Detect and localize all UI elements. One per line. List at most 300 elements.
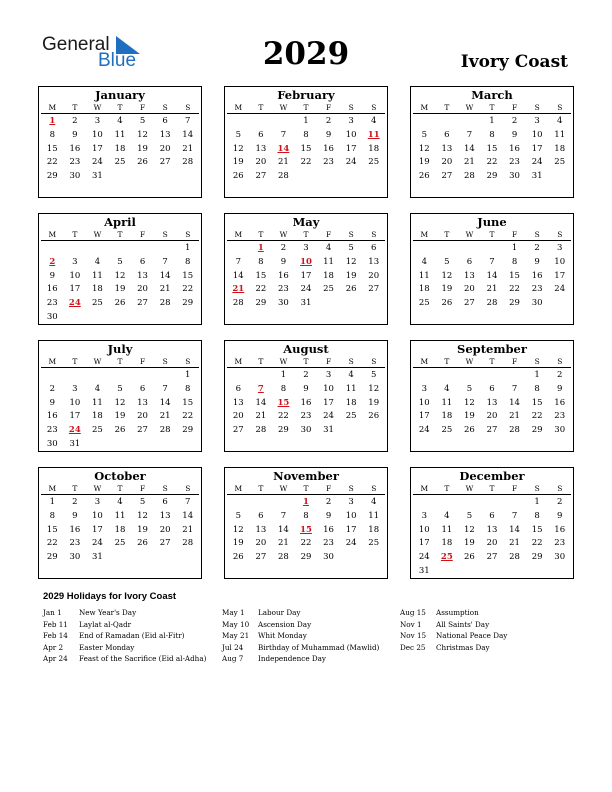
- day-cell: 14: [255, 397, 267, 408]
- day-cell: 10: [554, 256, 566, 267]
- day-cell: 23: [323, 538, 334, 549]
- day-cell: 22: [278, 411, 289, 422]
- holiday-day-cell: 15: [277, 397, 290, 408]
- day-cell: 30: [300, 425, 312, 436]
- holiday-name: Feast of the Sacrifice (Eid al-Adha): [79, 654, 207, 663]
- day-cell: 9: [511, 129, 518, 140]
- day-cell: 8: [489, 129, 495, 140]
- weekday-label: S: [534, 103, 540, 112]
- weekday-label: S: [371, 357, 377, 366]
- empty-cell: [458, 496, 481, 510]
- weekday-label: F: [139, 484, 146, 493]
- day-cell: 27: [159, 538, 171, 549]
- holiday-date: Nov 15: [400, 631, 427, 640]
- weekday-label: T: [117, 103, 123, 112]
- day-cell: 19: [441, 284, 453, 295]
- weekday-header: [413, 483, 571, 495]
- day-cell: 3: [421, 383, 427, 394]
- weekday-label: S: [162, 230, 168, 239]
- day-cell: 23: [554, 411, 566, 422]
- weekday-label: T: [258, 230, 264, 239]
- weekday-label: S: [348, 484, 354, 493]
- holiday-name: Ascension Day: [258, 619, 312, 629]
- weekday-label: T: [444, 230, 450, 239]
- day-cell: 18: [368, 524, 380, 535]
- day-grid: [227, 242, 385, 311]
- day-cell: 10: [418, 397, 430, 408]
- day-cell: 23: [531, 284, 543, 295]
- empty-cell: [109, 242, 132, 256]
- weekday-header: [41, 229, 199, 241]
- day-cell: 16: [278, 270, 289, 281]
- weekday-label: M: [48, 103, 57, 112]
- day-cell: 21: [486, 284, 498, 295]
- empty-cell: [481, 496, 504, 510]
- day-cell: 11: [368, 510, 380, 521]
- day-cell: 26: [232, 552, 244, 563]
- day-cell: 31: [92, 552, 103, 563]
- day-cell: 13: [486, 524, 498, 535]
- day-cell: 2: [534, 243, 540, 253]
- empty-cell: [41, 369, 64, 383]
- month-august: [224, 340, 388, 452]
- holiday-date: Feb 14: [43, 631, 68, 640]
- day-cell: 9: [49, 270, 55, 281]
- day-cell: 11: [418, 270, 430, 281]
- day-cell: 17: [92, 524, 103, 535]
- day-cell: 25: [418, 298, 430, 309]
- weekday-label: T: [303, 484, 309, 493]
- day-cell: 11: [323, 256, 334, 267]
- day-cell: 28: [182, 157, 194, 168]
- weekday-label: S: [557, 103, 563, 112]
- holiday-row: [222, 630, 379, 642]
- empty-cell: [250, 115, 273, 129]
- day-cell: 12: [137, 129, 148, 140]
- weekday-header: [413, 229, 571, 241]
- day-cell: 6: [162, 497, 168, 507]
- weekday-label: T: [72, 484, 78, 493]
- day-grid: [41, 369, 199, 452]
- weekday-label: T: [117, 484, 123, 493]
- weekday-label: W: [465, 484, 474, 493]
- day-cell: 17: [69, 411, 81, 422]
- holiday-name: New Year's Day: [79, 608, 137, 617]
- month-name: March: [471, 88, 513, 102]
- day-cell: 21: [509, 538, 520, 549]
- holiday-date: Nov 1: [400, 619, 422, 629]
- day-grid: [41, 115, 199, 184]
- day-cell: 22: [509, 284, 520, 295]
- holiday-day-cell: 25: [440, 552, 453, 563]
- weekday-label: T: [489, 103, 495, 112]
- day-cell: 17: [69, 284, 81, 295]
- day-cell: 13: [159, 510, 171, 521]
- day-cell: 7: [184, 497, 191, 507]
- holiday-day-cell: 21: [232, 284, 245, 295]
- day-cell: 10: [92, 510, 103, 521]
- day-cell: 23: [278, 284, 289, 295]
- day-cell: 16: [323, 524, 334, 535]
- empty-cell: [481, 242, 504, 256]
- day-cell: 5: [466, 510, 473, 521]
- day-cell: 30: [531, 298, 543, 309]
- day-cell: 31: [69, 438, 81, 449]
- month-name: August: [283, 342, 329, 356]
- day-cell: 3: [348, 497, 354, 507]
- day-cell: 3: [534, 116, 540, 126]
- day-cell: 23: [300, 411, 312, 422]
- day-cell: 1: [184, 243, 191, 253]
- day-cell: 29: [509, 298, 520, 309]
- weekday-label: T: [72, 230, 78, 239]
- day-cell: 5: [466, 383, 473, 394]
- day-cell: 5: [117, 256, 123, 267]
- day-cell: 14: [159, 397, 171, 408]
- weekday-label: T: [117, 230, 123, 239]
- weekday-label: F: [511, 230, 518, 239]
- day-cell: 27: [441, 171, 453, 182]
- holiday-date: Aug 7: [222, 654, 244, 663]
- day-cell: 2: [72, 116, 78, 126]
- day-cell: 29: [531, 425, 543, 436]
- day-cell: 7: [235, 256, 241, 267]
- empty-cell: [458, 115, 481, 129]
- day-cell: 23: [323, 157, 334, 168]
- day-cell: 3: [348, 116, 354, 126]
- day-cell: 26: [464, 425, 475, 436]
- empty-cell: [131, 242, 154, 256]
- weekday-label: S: [534, 357, 540, 366]
- weekday-label: W: [93, 484, 102, 493]
- day-cell: 3: [72, 383, 78, 394]
- day-cell: 15: [509, 270, 520, 281]
- day-cell: 10: [323, 383, 334, 394]
- day-cell: 23: [509, 157, 520, 168]
- month-name: January: [95, 88, 145, 102]
- day-cell: 16: [554, 524, 566, 535]
- weekday-header: [41, 483, 199, 495]
- holiday-row: [222, 642, 379, 654]
- month-december: [410, 467, 574, 579]
- day-cell: 17: [345, 524, 357, 535]
- weekday-label: T: [117, 357, 123, 366]
- day-cell: 3: [94, 116, 101, 126]
- day-cell: 29: [46, 171, 58, 182]
- day-cell: 9: [556, 383, 563, 394]
- empty-cell: [227, 115, 250, 129]
- day-cell: 8: [303, 129, 309, 140]
- day-cell: 12: [137, 510, 148, 521]
- day-cell: 11: [92, 397, 103, 408]
- holiday-day-cell: 7: [257, 383, 264, 394]
- day-cell: 4: [325, 243, 332, 253]
- weekday-label: F: [325, 484, 332, 493]
- day-cell: 2: [72, 497, 78, 507]
- day-cell: 16: [509, 143, 520, 154]
- day-cell: 20: [159, 524, 171, 535]
- day-cell: 21: [509, 411, 520, 422]
- weekday-label: M: [420, 484, 429, 493]
- day-cell: 4: [444, 383, 450, 394]
- weekday-label: M: [234, 484, 243, 493]
- day-cell: 12: [368, 383, 380, 394]
- day-cell: 4: [421, 256, 427, 267]
- day-grid: [227, 369, 385, 438]
- month-name: September: [457, 342, 527, 356]
- day-cell: 18: [368, 143, 380, 154]
- weekday-label: T: [303, 103, 309, 112]
- day-cell: 10: [69, 397, 81, 408]
- weekday-label: W: [465, 357, 474, 366]
- day-cell: 13: [159, 129, 171, 140]
- day-cell: 4: [444, 510, 450, 521]
- weekday-label: T: [489, 484, 495, 493]
- day-cell: 31: [323, 425, 334, 436]
- day-cell: 30: [69, 171, 81, 182]
- weekday-label: S: [162, 357, 168, 366]
- weekday-label: M: [420, 230, 429, 239]
- day-cell: 20: [255, 157, 267, 168]
- day-cell: 28: [182, 538, 194, 549]
- day-cell: 9: [325, 129, 332, 140]
- day-cell: 1: [184, 370, 191, 380]
- day-cell: 26: [345, 284, 357, 295]
- weekday-header: [227, 102, 385, 114]
- day-cell: 4: [370, 497, 377, 507]
- day-cell: 10: [531, 129, 543, 140]
- day-cell: 25: [323, 284, 334, 295]
- day-cell: 16: [46, 411, 58, 422]
- empty-cell: [458, 369, 481, 383]
- holiday-date: May 1: [222, 608, 245, 617]
- day-cell: 21: [278, 157, 289, 168]
- month-october: [38, 467, 202, 579]
- day-cell: 18: [114, 143, 126, 154]
- day-cell: 13: [486, 397, 498, 408]
- empty-cell: [64, 369, 87, 383]
- holiday-date: May 10: [222, 619, 250, 629]
- day-cell: 3: [72, 256, 78, 267]
- day-cell: 30: [46, 311, 58, 322]
- day-cell: 25: [554, 157, 566, 168]
- empty-cell: [413, 115, 436, 129]
- month-name: May: [292, 215, 320, 229]
- holiday-name: Assumption: [436, 608, 479, 617]
- weekday-label: M: [48, 357, 57, 366]
- weekday-label: W: [93, 230, 102, 239]
- day-cell: 20: [232, 411, 244, 422]
- day-cell: 24: [531, 157, 543, 168]
- weekday-label: T: [444, 357, 450, 366]
- weekday-label: W: [465, 103, 474, 112]
- day-cell: 13: [137, 397, 148, 408]
- holiday-name: All Saints' Day: [436, 619, 490, 629]
- weekday-label: T: [444, 484, 450, 493]
- empty-cell: [154, 242, 177, 256]
- weekday-label: W: [279, 103, 288, 112]
- weekday-label: F: [325, 103, 332, 112]
- day-cell: 7: [511, 510, 518, 521]
- day-cell: 19: [368, 397, 380, 408]
- day-cell: 2: [280, 243, 287, 253]
- weekday-label: T: [303, 357, 309, 366]
- day-cell: 27: [368, 284, 380, 295]
- weekday-label: W: [279, 230, 288, 239]
- day-cell: 18: [323, 270, 334, 281]
- day-cell: 7: [466, 129, 473, 140]
- day-cell: 31: [300, 298, 312, 309]
- day-cell: 27: [137, 298, 148, 309]
- day-cell: 19: [232, 157, 244, 168]
- day-cell: 29: [182, 298, 194, 309]
- weekday-label: S: [348, 357, 354, 366]
- day-cell: 19: [114, 411, 126, 422]
- day-cell: 31: [92, 171, 103, 182]
- day-cell: 17: [300, 270, 312, 281]
- weekday-header: [227, 356, 385, 368]
- day-cell: 8: [534, 383, 540, 394]
- day-cell: 27: [159, 157, 171, 168]
- day-cell: 4: [348, 370, 354, 380]
- day-cell: 24: [345, 157, 357, 168]
- holiday-day-cell: 1: [49, 116, 56, 126]
- empty-cell: [436, 496, 459, 510]
- holiday-name: Christmas Day: [436, 642, 490, 652]
- day-cell: 26: [441, 298, 453, 309]
- day-cell: 7: [489, 256, 495, 267]
- holiday-date: Feb 11: [43, 619, 68, 629]
- holiday-name: Laylat al-Qadr: [79, 619, 132, 629]
- day-cell: 25: [92, 425, 103, 436]
- holiday-column: [222, 607, 379, 665]
- day-cell: 9: [72, 129, 78, 140]
- weekday-label: S: [185, 230, 191, 239]
- day-cell: 25: [92, 298, 103, 309]
- weekday-header: [413, 356, 571, 368]
- day-cell: 25: [441, 425, 453, 436]
- weekday-label: S: [348, 103, 354, 112]
- month-name: February: [277, 88, 335, 102]
- day-cell: 4: [94, 383, 101, 394]
- day-cell: 6: [258, 129, 264, 140]
- weekday-label: W: [279, 357, 288, 366]
- holiday-row: [222, 607, 379, 619]
- day-cell: 7: [280, 510, 287, 521]
- month-july: [38, 340, 202, 452]
- day-cell: 7: [280, 129, 287, 140]
- day-cell: 20: [137, 284, 148, 295]
- holiday-date: Dec 25: [400, 642, 426, 652]
- day-cell: 18: [92, 284, 103, 295]
- day-grid: [413, 115, 571, 184]
- day-cell: 22: [182, 411, 194, 422]
- empty-cell: [436, 115, 459, 129]
- empty-cell: [41, 242, 64, 256]
- day-cell: 26: [368, 411, 380, 422]
- day-cell: 21: [182, 524, 194, 535]
- day-cell: 27: [137, 425, 148, 436]
- month-june: [410, 213, 574, 325]
- weekday-label: W: [93, 357, 102, 366]
- day-cell: 5: [370, 370, 377, 380]
- month-april: [38, 213, 202, 325]
- day-cell: 30: [554, 425, 566, 436]
- holiday-row: [222, 653, 379, 665]
- day-grid: [413, 496, 571, 579]
- day-cell: 16: [531, 270, 543, 281]
- day-cell: 20: [486, 538, 498, 549]
- day-cell: 1: [511, 243, 518, 253]
- weekday-label: T: [489, 230, 495, 239]
- weekday-label: M: [420, 357, 429, 366]
- day-cell: 3: [303, 243, 309, 253]
- day-cell: 11: [554, 129, 566, 140]
- day-cell: 15: [182, 397, 194, 408]
- weekday-label: F: [139, 357, 146, 366]
- weekday-label: F: [139, 230, 146, 239]
- day-cell: 12: [232, 524, 244, 535]
- weekday-label: S: [185, 103, 191, 112]
- day-cell: 16: [69, 143, 81, 154]
- day-cell: 4: [94, 256, 101, 267]
- day-cell: 21: [255, 411, 267, 422]
- holiday-name: Birthday of Muhammad (Mawlid): [258, 642, 380, 652]
- day-cell: 8: [49, 129, 55, 140]
- page-title-year: 2029: [262, 36, 350, 72]
- empty-cell: [481, 369, 504, 383]
- holiday-date: Aug 15: [400, 608, 426, 617]
- day-cell: 26: [137, 157, 148, 168]
- day-cell: 28: [464, 171, 475, 182]
- day-cell: 27: [255, 552, 267, 563]
- empty-cell: [272, 115, 295, 129]
- weekday-header: [41, 102, 199, 114]
- day-cell: 5: [421, 129, 427, 140]
- holiday-row: [400, 619, 507, 631]
- day-cell: 5: [235, 510, 241, 521]
- day-cell: 24: [418, 425, 430, 436]
- day-cell: 22: [255, 284, 267, 295]
- day-cell: 17: [531, 143, 543, 154]
- day-cell: 14: [509, 524, 520, 535]
- holiday-row: [43, 630, 206, 642]
- day-cell: 6: [466, 256, 473, 267]
- holiday-date: Jul 24: [222, 642, 244, 652]
- holiday-row: [400, 630, 507, 642]
- day-cell: 19: [114, 284, 126, 295]
- day-cell: 13: [368, 256, 380, 267]
- day-cell: 14: [182, 510, 194, 521]
- month-november: [224, 467, 388, 579]
- day-cell: 15: [486, 143, 498, 154]
- month-january: [38, 86, 202, 198]
- weekday-label: S: [557, 484, 563, 493]
- holiday-row: [43, 653, 206, 665]
- day-cell: 1: [280, 370, 287, 380]
- day-cell: 2: [325, 497, 332, 507]
- month-name: April: [104, 215, 136, 229]
- empty-cell: [64, 242, 87, 256]
- weekday-label: T: [444, 103, 450, 112]
- day-cell: 10: [92, 129, 103, 140]
- day-cell: 24: [418, 552, 430, 563]
- day-cell: 11: [441, 397, 453, 408]
- day-cell: 28: [255, 425, 267, 436]
- day-cell: 14: [509, 397, 520, 408]
- logo-text-general: General: [42, 34, 110, 55]
- month-name: July: [107, 342, 133, 356]
